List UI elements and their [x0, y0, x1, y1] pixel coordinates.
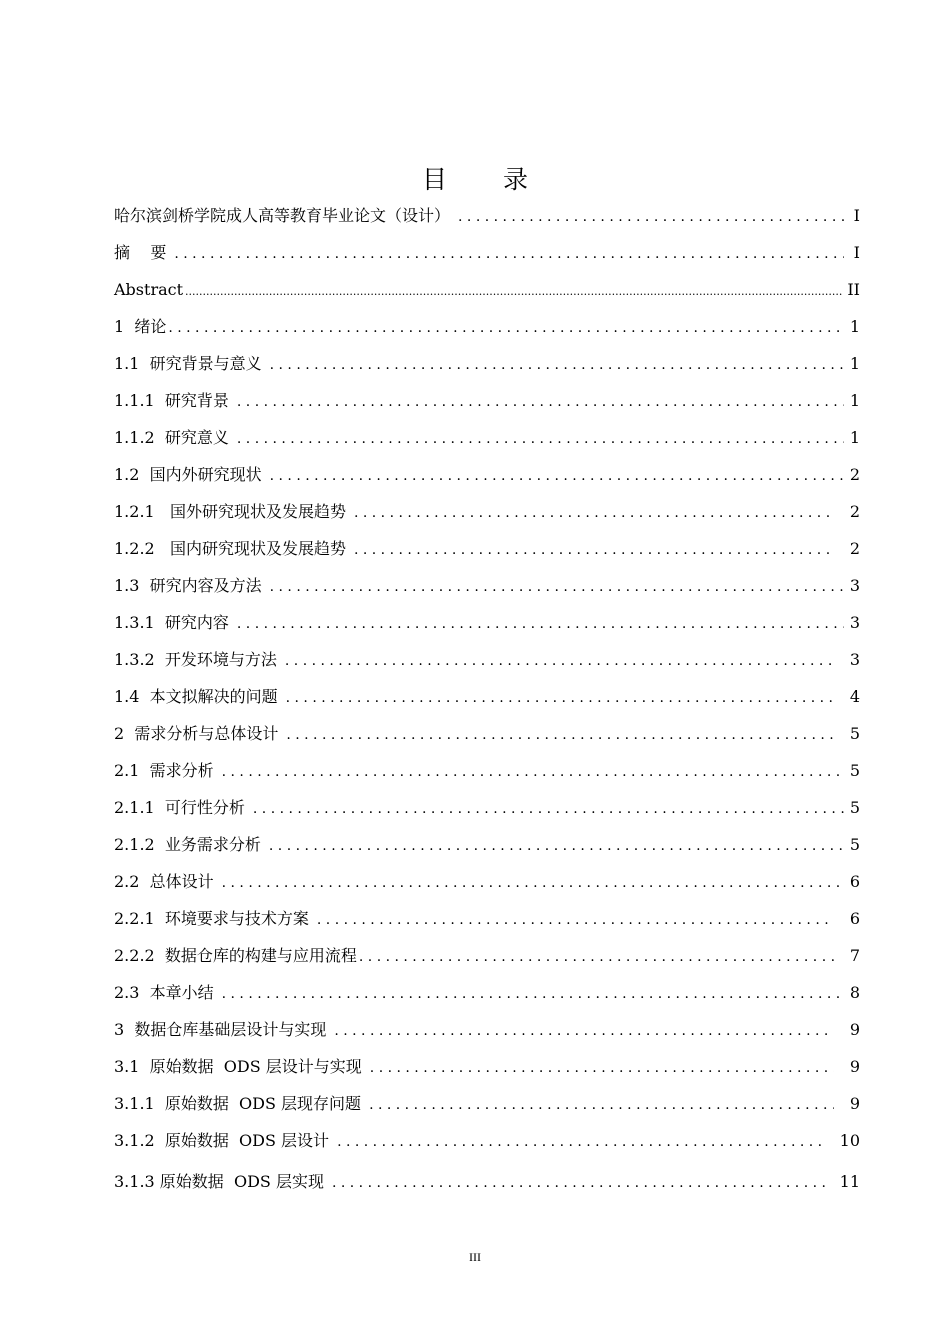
- toc-entry[interactable]: [114, 345, 860, 382]
- toc-leader-dots: [317, 902, 834, 939]
- toc-entry[interactable]: [114, 863, 860, 900]
- toc-entry-page: 2: [849, 539, 860, 558]
- toc-entry[interactable]: [114, 234, 860, 271]
- page-number: III: [469, 1250, 481, 1264]
- toc-entry-label: 摘 要: [114, 243, 167, 262]
- toc-entry-label: 1.1.1 研究背景: [114, 391, 229, 410]
- toc-leader-dots: [359, 939, 834, 976]
- toc-entry[interactable]: [114, 456, 860, 493]
- toc-entry-page: 7: [849, 946, 860, 965]
- toc-leader-dots: [286, 680, 834, 717]
- toc-entry-label: 2.3 本章小结: [114, 983, 214, 1002]
- toc-entry-page: 11: [839, 1172, 860, 1191]
- toc-entry-page: 1: [849, 391, 860, 410]
- toc-entry-label: 2 需求分析与总体设计: [114, 724, 279, 743]
- toc-leader-dots: [354, 495, 834, 532]
- toc-entry-page: 5: [849, 724, 860, 743]
- toc-entry-label: 3.1 原始数据 ODS 层设计与实现: [114, 1057, 362, 1076]
- toc-leader-dots: [185, 273, 843, 310]
- toc-entry[interactable]: [114, 308, 860, 345]
- table-of-contents: [114, 197, 860, 1200]
- toc-entry[interactable]: [114, 1048, 860, 1085]
- toc-entry-page: I: [853, 206, 860, 225]
- toc-entry-page: 5: [849, 835, 860, 854]
- toc-entry-page: 3: [849, 613, 860, 632]
- toc-leader-dots: [334, 1013, 834, 1050]
- toc-leader-dots: [222, 865, 844, 902]
- toc-leader-dots: [270, 347, 844, 384]
- toc-entry-label: 1.2.1 国外研究现状及发展趋势: [114, 502, 346, 521]
- toc-leader-dots: [237, 606, 844, 643]
- toc-entry[interactable]: [114, 937, 860, 974]
- toc-entry-label: 1.4 本文拟解决的问题: [114, 687, 278, 706]
- toc-entry[interactable]: [114, 900, 860, 937]
- toc-entry-page: 1: [849, 354, 860, 373]
- toc-leader-dots: [370, 1050, 834, 1087]
- toc-entry-page: 2: [849, 465, 860, 484]
- toc-entry[interactable]: [114, 567, 860, 604]
- toc-entry-page: 3: [849, 650, 860, 669]
- toc-entry[interactable]: [114, 678, 860, 715]
- toc-entry[interactable]: [114, 974, 860, 1011]
- toc-entry-page: 2: [849, 502, 860, 521]
- toc-entry-label: 2.1.2 业务需求分析: [114, 835, 261, 854]
- toc-entry[interactable]: [114, 1085, 860, 1122]
- toc-entry[interactable]: [114, 271, 860, 308]
- toc-entry-label: 1.1.2 研究意义: [114, 428, 229, 447]
- toc-entry[interactable]: [114, 715, 860, 752]
- toc-entry[interactable]: [114, 1122, 860, 1159]
- toc-entry-label: 2.2.2 数据仓库的构建与应用流程: [114, 946, 357, 965]
- toc-entry-label: 1.3.2 开发环境与方法: [114, 650, 277, 669]
- toc-entry-page: 6: [849, 909, 860, 928]
- toc-entry-page: 10: [839, 1131, 860, 1150]
- toc-entry-page: 5: [849, 761, 860, 780]
- toc-entry-label: 1.2 国内外研究现状: [114, 465, 262, 484]
- toc-entry-page: 1: [849, 428, 860, 447]
- toc-entry-label: 2.1.1 可行性分析: [114, 798, 245, 817]
- toc-entry[interactable]: [114, 641, 860, 678]
- toc-entry-page: 3: [849, 576, 860, 595]
- toc-entry-page: 4: [849, 687, 860, 706]
- toc-entry[interactable]: [114, 493, 860, 530]
- toc-leader-dots: [168, 310, 844, 347]
- toc-leader-dots: [285, 643, 834, 680]
- toc-leader-dots: [286, 717, 834, 754]
- toc-entry-page: 6: [849, 872, 860, 891]
- toc-leader-dots: [174, 236, 844, 273]
- toc-entry[interactable]: [114, 382, 860, 419]
- toc-leader-dots: [354, 532, 834, 569]
- toc-entry-label: 1.1 研究背景与意义: [114, 354, 262, 373]
- toc-leader-dots: [270, 569, 844, 606]
- toc-entry-page: I: [853, 243, 860, 262]
- toc-entry-page: 5: [849, 798, 860, 817]
- toc-entry-page: 9: [849, 1094, 860, 1113]
- toc-leader-dots: [269, 828, 844, 865]
- toc-entry-label: 3.1.3 原始数据 ODS 层实现: [114, 1172, 324, 1191]
- toc-entry[interactable]: [114, 789, 860, 826]
- toc-entry-label: 2.2 总体设计: [114, 872, 214, 891]
- toc-entry[interactable]: [114, 1163, 860, 1200]
- toc-entry-label: 1.2.2 国内研究现状及发展趋势: [114, 539, 346, 558]
- toc-leader-dots: [222, 976, 844, 1013]
- toc-leader-dots: [253, 791, 844, 828]
- toc-leader-dots: [458, 199, 844, 236]
- toc-leader-dots: [369, 1087, 834, 1124]
- toc-leader-dots: [270, 458, 844, 495]
- toc-entry-page: 8: [849, 983, 860, 1002]
- toc-entry-page: 9: [849, 1020, 860, 1039]
- toc-entry[interactable]: [114, 604, 860, 641]
- toc-leader-dots: [237, 384, 844, 421]
- page-title: 目 录: [422, 165, 552, 194]
- toc-entry-page: 9: [849, 1057, 860, 1076]
- toc-entry-page: 1: [849, 317, 860, 336]
- toc-entry-label: 1.3 研究内容及方法: [114, 576, 262, 595]
- toc-entry-label: 3 数据仓库基础层设计与实现: [114, 1020, 327, 1039]
- toc-entry-label: 2.1 需求分析: [114, 761, 214, 780]
- toc-entry-page: II: [847, 280, 860, 299]
- toc-entry-label: 1.3.1 研究内容: [114, 613, 229, 632]
- toc-entry[interactable]: [114, 530, 860, 567]
- toc-entry-label: 哈尔滨剑桥学院成人高等教育毕业论文（设计）: [114, 206, 451, 225]
- toc-entry-label: 2.2.1 环境要求与技术方案: [114, 909, 309, 928]
- toc-leader-dots: [337, 1124, 826, 1161]
- toc-entry-label: 3.1.1 原始数据 ODS 层现存问题: [114, 1094, 362, 1113]
- toc-entry[interactable]: [114, 419, 860, 456]
- toc-leader-dots: [237, 421, 844, 458]
- toc-entry-label: Abstract: [114, 280, 184, 299]
- toc-leader-dots: [222, 754, 844, 791]
- toc-entry[interactable]: [114, 1011, 860, 1048]
- toc-entry-label: 3.1.2 原始数据 ODS 层设计: [114, 1131, 330, 1150]
- toc-entry[interactable]: [114, 826, 860, 863]
- toc-entry-label: 1 绪论: [114, 317, 167, 336]
- toc-entry[interactable]: [114, 752, 860, 789]
- toc-entry[interactable]: [114, 197, 860, 234]
- toc-leader-dots: [332, 1165, 826, 1202]
